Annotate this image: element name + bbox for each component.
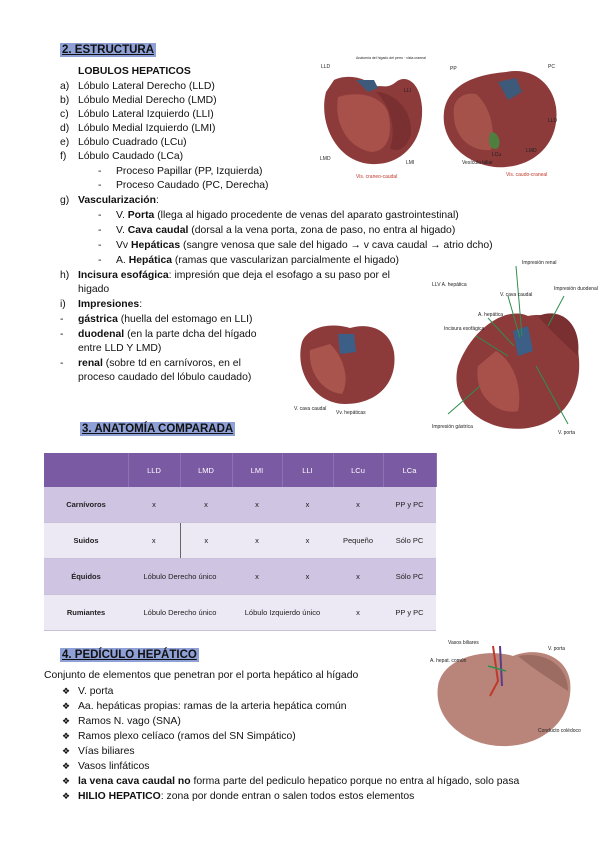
figure-label: Incisura esofágica — [444, 326, 485, 332]
figure-label: LMD — [526, 148, 537, 154]
section-3-heading: 3. ANATOMÍA COMPARADA — [82, 423, 234, 435]
figure-label: A. hepat. común — [430, 658, 467, 664]
figure-label: LCu — [492, 152, 502, 158]
table-header-cell: LLD — [128, 453, 180, 487]
table-cell: PP y PC — [383, 487, 436, 523]
figure-label: LLD — [548, 118, 558, 124]
table-header-row — [44, 453, 436, 487]
table-header-cell: LCa — [383, 453, 436, 487]
liver-figure-pedicle — [428, 636, 581, 752]
vascular-item: - Vv Hepáticas (sangre venosa que sale del higado → v cava caudal → atrio dcho) — [98, 240, 493, 251]
figure-label: Vesícula biliar — [462, 160, 493, 166]
table-header-cell — [44, 453, 128, 487]
liver-illustration — [436, 52, 564, 182]
pediculo-intro: Conjunto de elementos que penetran por el porta hepático al hígado — [44, 670, 359, 681]
comparative-anatomy-table — [44, 453, 437, 631]
pediculo-item: ❖ HILIO HEPATICO: zona por donde entran o salen todos estos elementos — [62, 791, 415, 802]
lobes-subheading: LOBULOS HEPATICOS — [78, 66, 191, 77]
liver-illustration — [290, 312, 404, 420]
table-cell: Sólo PC — [383, 523, 436, 559]
figure-tiny-title: Anatomía del hígado del perro · vista craneal — [356, 56, 426, 60]
table-cell: PP y PC — [383, 595, 436, 631]
table-cell: x — [128, 523, 180, 559]
lobe-item: f) Lóbulo Caudado (LCa) — [60, 151, 184, 162]
table-header-cell: LMI — [232, 453, 282, 487]
table-header-cell: LCu — [333, 453, 383, 487]
table-cell: x — [333, 559, 383, 595]
figure-caption: Vis. craneo-caudal — [356, 174, 398, 180]
figure-label: LLV A. hepática — [432, 282, 467, 288]
figure-label: LLD — [321, 64, 331, 70]
figure-caption: Vis. caudo-craneal — [506, 172, 548, 178]
lobe-item: c) Lóbulo Lateral Izquierdo (LLI) — [60, 109, 214, 120]
figure-label: V. cava caudal — [294, 406, 327, 412]
pediculo-item: ❖ Ramos N. vago (SNA) — [62, 716, 181, 727]
figure-label: Vasos biliares — [448, 640, 479, 646]
table-row-header: Équidos — [44, 559, 128, 595]
lobe-item: b) Lóbulo Medial Derecho (LMD) — [60, 95, 217, 106]
liver-illustration — [428, 636, 581, 752]
pediculo-item: ❖ V. porta — [62, 686, 114, 697]
figure-label: V. porta — [558, 430, 576, 436]
table-cell: x — [333, 595, 383, 631]
liver-figure-impressions — [418, 256, 598, 442]
lobe-item: a) Lóbulo Lateral Derecho (LLD) — [60, 81, 215, 92]
pediculo-item: ❖ Vías biliares — [62, 746, 135, 757]
impresion-item: - renal (sobre td en carnívoros, en el — [60, 358, 241, 369]
liver-illustration — [418, 256, 598, 442]
table-cell-merged: Lóbulo Izquierdo único — [232, 595, 333, 631]
pediculo-item: ❖ Ramos plexo celíaco (ramos del SN Simpático) — [62, 731, 296, 742]
figure-label: LMI — [406, 160, 415, 166]
table-header-cell: LLI — [282, 453, 333, 487]
vascular-item: - V. Porta (llega al higado procedente de venas del aparato gastrointestinal) — [98, 210, 459, 221]
figure-label: Impresión renal — [522, 260, 557, 266]
caudado-sub-item: - Proceso Caudado (PC, Derecha) — [98, 180, 269, 191]
table-cell: x — [232, 559, 282, 595]
table-row-header: Suidos — [44, 523, 128, 559]
table-row — [44, 559, 436, 595]
table-cell: x — [180, 487, 232, 523]
figure-label: V. cava caudal — [500, 292, 533, 298]
lobe-item: e) Lóbulo Cuadrado (LCu) — [60, 137, 187, 148]
table-row — [44, 523, 436, 559]
table-cell: x — [333, 487, 383, 523]
section-4-heading: 4. PEDÍCULO HEPÁTICO — [62, 649, 197, 661]
pediculo-item: ❖ Vasos linfáticos — [62, 761, 150, 772]
table-cell: x — [232, 523, 282, 559]
table-cell: x — [128, 487, 180, 523]
figure-label: A. hepática — [478, 312, 504, 318]
vascular-item: - A. Hepática (ramas que vascularizan parcialmente el higado) — [98, 255, 400, 266]
table-cell: Pequeño — [333, 523, 383, 559]
impresion-item-cont: proceso caudado del lóbulo caudado) — [78, 372, 252, 383]
table-cell: x — [180, 523, 232, 559]
liver-figure-vessels — [290, 312, 404, 420]
table-cell: x — [232, 487, 282, 523]
impresiones-title: i) Impresiones: — [60, 299, 143, 310]
section-2-heading: 2. ESTRUCTURA — [62, 44, 155, 56]
table-cell: Sólo PC — [383, 559, 436, 595]
table-cell: x — [282, 487, 333, 523]
table-row-header: Carnívoros — [44, 487, 128, 523]
pediculo-item: ❖ la vena cava caudal no forma parte del pediculo hepatico porque no entra al hígado, solo pasa — [62, 776, 520, 787]
impresion-item: - gástrica (huella del estomago en LLI) — [60, 314, 253, 325]
table-cell-merged: Lóbulo Derecho único — [128, 595, 232, 631]
lobe-item: d) Lóbulo Medial Izquierdo (LMI) — [60, 123, 216, 134]
pediculo-item: ❖ Aa. hepáticas propias: ramas de la arteria hepática común — [62, 701, 347, 712]
impresion-item: - duodenal (en la parte dcha del hígado — [60, 329, 257, 340]
figure-label: Impresión duodenal — [554, 286, 598, 292]
table-row — [44, 487, 436, 523]
figure-label: LLI — [404, 88, 411, 94]
figure-label: PP — [450, 66, 457, 72]
figure-label: Vv. hepáticas — [336, 410, 366, 416]
figure-label: V. porta — [548, 646, 566, 652]
liver-figure-craneal — [316, 52, 434, 182]
figure-label: Impresión gástrica — [432, 424, 473, 430]
incisura-item: h) Incisura esofágica: impresión que deja el esofago a su paso por el — [60, 270, 390, 281]
impresion-item-cont: entre LLD Y LMD) — [78, 343, 162, 354]
figure-label: Conducto colédoco — [538, 728, 581, 734]
liver-figure-caudal — [436, 52, 564, 182]
vascularizacion-title: g) Vascularización: — [60, 195, 159, 206]
table-header-cell: LMD — [180, 453, 232, 487]
table-row-header: Rumiantes — [44, 595, 128, 631]
table-cell: x — [282, 523, 333, 559]
incisura-item-cont: higado — [78, 284, 110, 295]
table-row — [44, 595, 436, 631]
vascular-item: - V. Cava caudal (dorsal a la vena porta, zona de paso, no entra al higado) — [98, 225, 456, 236]
table-cell-merged: Lóbulo Derecho único — [128, 559, 232, 595]
caudado-sub-item: - Proceso Papillar (PP, Izquierda) — [98, 166, 263, 177]
figure-label: PC — [548, 64, 555, 70]
table-cell: x — [282, 559, 333, 595]
liver-illustration — [316, 52, 434, 182]
figure-label: LMD — [320, 156, 331, 162]
